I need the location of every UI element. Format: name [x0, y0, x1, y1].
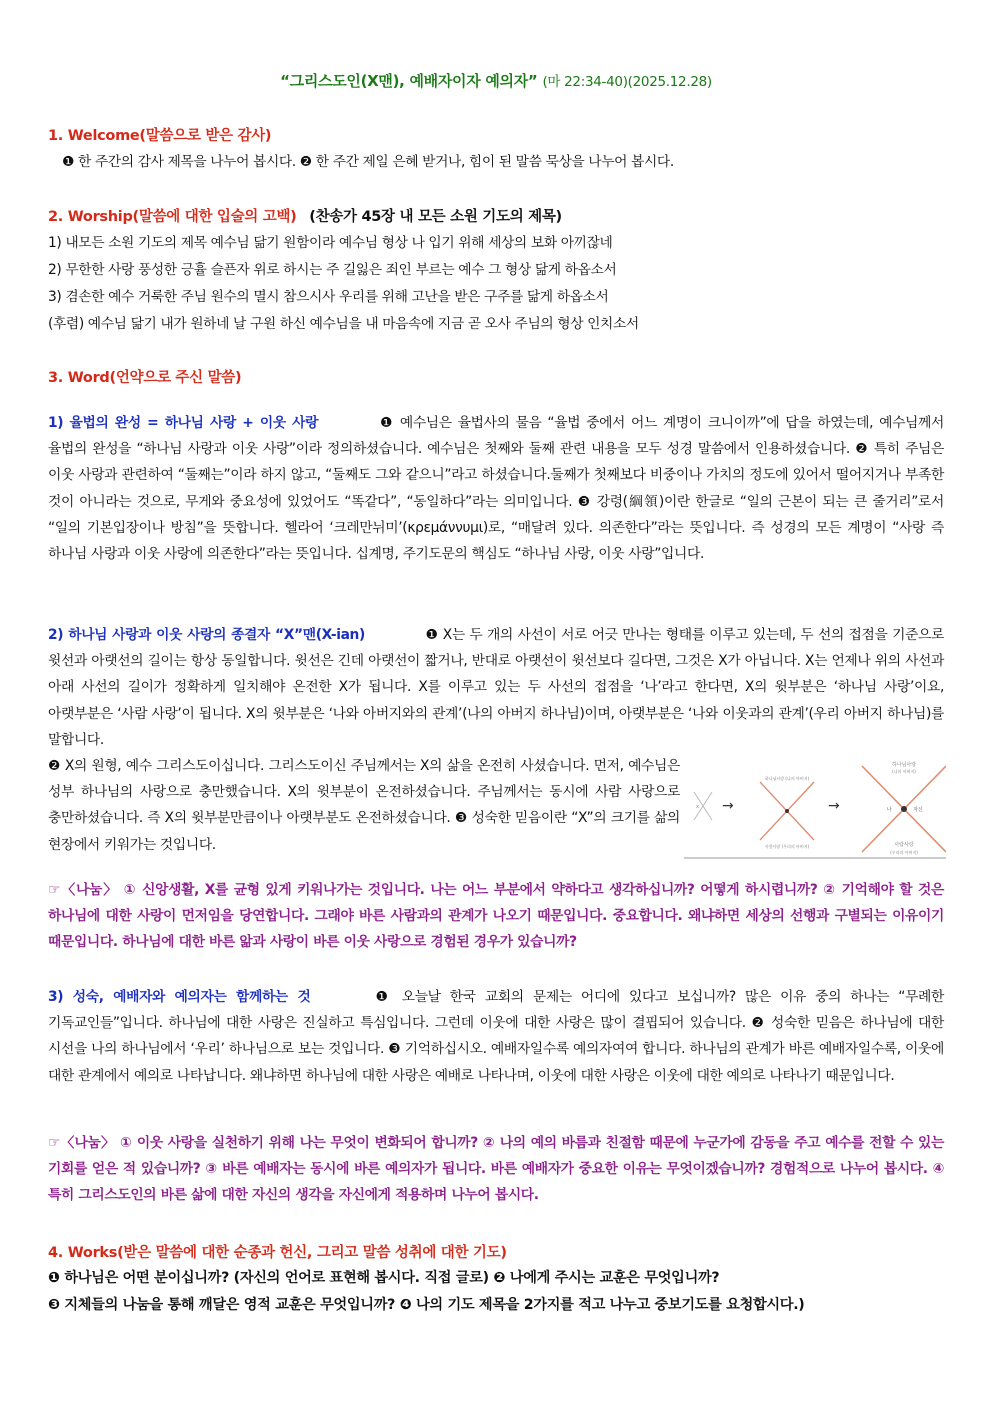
word-section-1-title: 1) 율법의 완성 = 하나님 사랑 + 이웃 사랑 — [48, 415, 319, 431]
works-line-1: ❶ 하나님은 어떤 분이십니까? (자신의 언어로 표현해 봅시다. 직접 글로) ❷ 나에게 주시는 교훈은 무엇입니까? — [48, 1270, 720, 1286]
worship-heading — [48, 205, 562, 226]
large-x-icon — [862, 761, 946, 855]
arrow-icon: → — [828, 798, 840, 814]
svg-text:자신: 자신 — [913, 807, 923, 813]
svg-text:사람사랑: 사람사랑 — [894, 842, 914, 848]
svg-text:x: x — [696, 804, 699, 810]
worship-heading-label: 2. Worship(말씀에 대한 입술의 고백) — [48, 209, 297, 225]
svg-text:하나님사랑: 하나님사랑 — [891, 762, 917, 768]
arrow-icon: → — [722, 798, 734, 814]
sharing-questions-2: ☞〈나눔〉 ① 이웃 사랑을 실천하기 위해 나는 무엇이 변화되어 합니까? ② 나의 예의 바름과 친절함 때문에 누군가에 감동을 주고 예수를 전할 수 있는 기회를 얻은 적 있습니까? ③ 바른 예배자는 동시에 바른 예의자가 됩니다. 바른 예배자가 중요한 이유는 무엇이겠습니까? 경험적으로 나누어 봅시다. ④ 특히 그리스도인의 바른 삶에 대한 자신의 생각을 자신에게 적용하며 나누어 봅시다. — [48, 1135, 944, 1204]
svg-text:(나의 아버지): (나의 아버지) — [892, 769, 916, 774]
page-title — [0, 70, 992, 91]
works-heading: 4. Works(받은 말씀에 대한 순종과 헌신, 그리고 말씀 성취에 대한 기도) — [48, 1245, 507, 1261]
word-section-1 — [48, 410, 944, 567]
small-x-icon — [694, 792, 712, 820]
worship-verse-1: 1) 내모든 소원 기도의 제목 예수님 닮기 원함이라 예수님 형상 나 입기 위해 세상의 보화 아끼잖네 — [48, 235, 613, 251]
svg-text:나: 나 — [886, 807, 892, 813]
word-heading: 3. Word(언약으로 주신 말씀) — [48, 370, 242, 386]
word-section-2 — [48, 622, 944, 753]
title-reference: (마 22:34-40)(2025.12.28) — [542, 74, 712, 90]
worship-verse-2: 2) 무한한 사랑 풍성한 긍휼 슬픈자 위로 하시는 주 길잃은 죄인 부르는 예수 그 형상 닮게 하옵소서 — [48, 262, 617, 278]
word-section-2-body-2: ❷ X의 원형, 예수 그리스도이십니다. 그리스도이신 주님께서는 X의 삶을 온전히 사셨습니다. 먼저, 예수님은 성부 하나님의 사랑으로 충만했습니다. X의 윗부분이 온전하셨습니다. 주님께서는 동시에 사람 사랑으로 충만하셨습니다. 즉 X의 윗부분만큼이나 아랫부분도 온전하셨습니다. ❸ 성숙한 믿음이란 “X”의 크기를 삶의 현장에서 키워가는 것입니다. — [48, 758, 680, 853]
svg-text:사람사랑 (우리의 아버지): 사람사랑 (우리의 아버지) — [764, 844, 810, 849]
works-line-2: ❸ 지체들의 나눔을 통해 깨달은 영적 교훈은 무엇입니까? ❹ 나의 기도 제목을 2가지를 적고 나누고 중보기도를 요청합시다.) — [48, 1297, 805, 1313]
word-section-3-title: 3) 성숙, 예배자와 예의자는 함께하는 것 — [48, 989, 311, 1005]
svg-text:하나님사랑 (나의 아버지): 하나님사랑 (나의 아버지) — [764, 776, 810, 781]
title-main: “그리스도인(X맨), 예배자이자 예의자” — [280, 72, 538, 90]
welcome-text: ❶ 한 주간의 감사 제목을 나누어 봅시다. ❷ 한 주간 제일 은혜 받거나, 힘이 된 말씀 묵상을 나누어 봅시다. — [62, 154, 674, 170]
x-growth-diagram — [684, 760, 946, 860]
worship-verse-3: 3) 겸손한 예수 거룩한 주님 원수의 멸시 참으시사 우리를 위해 고난을 받은 구주를 닮게 하옵소서 — [48, 289, 609, 305]
worship-song: (찬송가 45장 내 모든 소원 기도의 제목) — [309, 209, 562, 225]
word-section-1-body: ❶ 예수님은 율법사의 물음 “율법 중에서 어느 계명이 크니이까”에 답을 하였는데, 예수님께서 율법의 완성을 “하나님 사랑과 이웃 사랑”이라 정의하셨습니다. 예수님은 첫째와 둘째 관련 내용을 모두 성경 말씀에서 인용하셨습니다. ❷ 특히 주님은 이웃 사랑과 관련하여 “둘째는”이라 하지 않고, “둘째도 그와 같으니”라고 하셨습니다.둘째가 첫째보다 비중이나 가치의 정도에 있어서 떨어지거나 부족한 것이 아니라는 것으로, 무게와 중요성에 있었어도 “똑같다”, “동일하다”라는 의미입니다. ❸ 강령(綱領)이란 한글로 “일의 근본이 되는 큰 줄거리”로서 “일의 기본입장이나 방침”을 뜻합니다. 헬라어 ‘크레만뉘미’(κρεμάννυμι)로, “매달려 있다. 의존한다”라는 뜻입니다. 즉 성경의 모든 계명이 “사랑 즉 하나님 사랑과 이웃 사랑에 의존한다”라는 뜻입니다. 십계명, 주기도문의 핵심도 “하나님 사랑, 이웃 사랑”입니다. — [48, 415, 944, 563]
welcome-heading: 1. Welcome(말씀으로 받은 감사) — [48, 128, 272, 144]
word-section-2-body: ❶ X는 두 개의 사선이 서로 어긋 만나는 형태를 이루고 있는데, 두 선의 접점을 기준으로 윗선과 아랫선의 길이는 항상 동일합니다. 윗선은 긴데 아랫선이 짧거나, 반대로 아랫선이 윗선보다 길다면, 그것은 X가 아닙니다. X는 언제나 위의 사선과 아래 사선의 길이가 정확하게 일치해야 온전한 X가 됩니다. X를 이루고 있는 두 사선의 접점을 ‘나’라고 한다면, X의 윗부분은 ‘하나님 사랑’이요, 아랫부분은 ‘사람 사랑’이 됩니다. X의 윗부분은 ‘나와 아버지와의 관계’(나의 아버지 하나님)이며, 아랫부분은 ‘나와 이웃과의 관계’(우리 아버지 하나님)를 말합니다. — [48, 627, 944, 748]
worship-chorus: (후렴) 예수님 닮기 내가 원하네 날 구원 하신 예수님을 내 마음속에 지금 곧 오사 주님의 형상 인치소서 — [48, 316, 639, 332]
word-section-3-body: ❶ 오늘날 한국 교회의 문제는 어디에 있다고 보십니까? 많은 이유 중의 하나는 “무례한 기독교인들”입니다. 하나님에 대한 사랑은 진실하고 특심입니다. 그런데 이웃에 대한 사랑은 많이 결핍되어 있습니다. ❷ 성숙한 믿음은 하나님에 대한 시선을 나의 하나님에서 ‘우리’ 하나님으로 보는 것입니다. ❸ 기억하십시오. 예배자일수록 예의자여여 합니다. 하나님의 관계가 바른 예배자일수록, 이웃에 대한 관계에서 예의로 나타납니다. 왜냐하면 하나님에 대한 사랑은 예배로 나타나며, 이웃에 대한 사랑은 이웃에 대한 예의로 나타나기 때문입니다. — [48, 989, 944, 1084]
word-section-2-title: 2) 하나님 사랑과 이웃 사랑의 종결자 “X”맨(X-ian) — [48, 627, 365, 643]
word-section-3 — [48, 984, 944, 1089]
medium-x-icon — [760, 775, 814, 849]
svg-text:(우리의 아버지): (우리의 아버지) — [890, 850, 918, 855]
sharing-questions-1: ☞〈나눔〉 ① 신앙생활, X를 균형 있게 키워나가는 것입니다. 나는 어느 부분에서 약하다고 생각하십니까? 어떻게 하시렵니까? ② 기억해야 할 것은 하나님에 대한 사랑이 먼저임을 당연합니다. 그래야 바른 사람과의 관계가 나오기 때문입니다. 중요합니다. 왜냐하면 세상의 선행과 구별되는 이유이기 때문입니다. 하나님에 대한 바른 앎과 사랑이 바른 이웃 사랑으로 경험된 경우가 있습니까? — [48, 882, 944, 951]
